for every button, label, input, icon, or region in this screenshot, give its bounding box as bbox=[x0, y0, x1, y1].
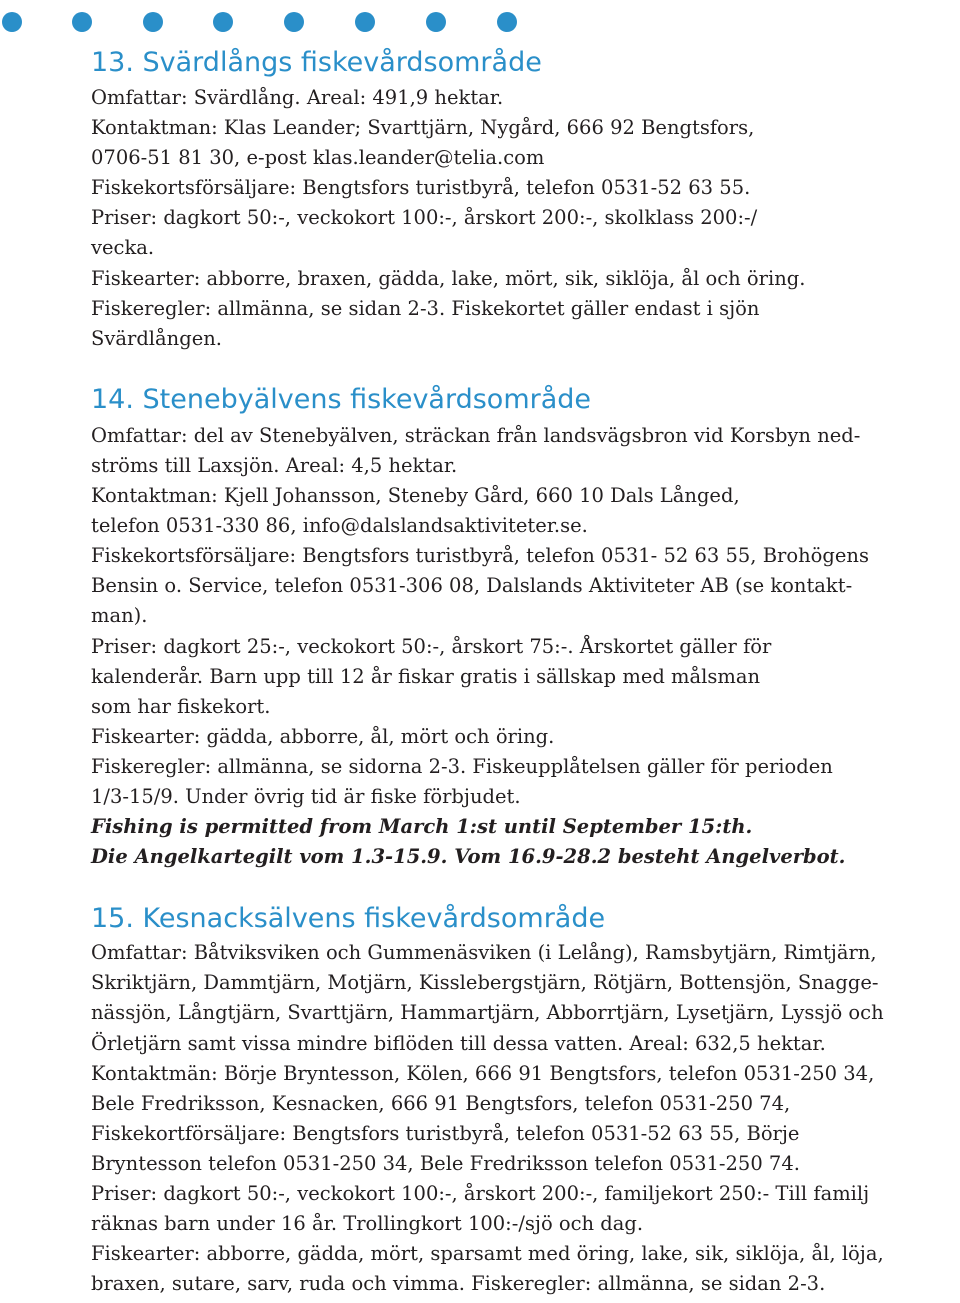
text-line: Kontaktmän: Börje Bryntesson, Kölen, 666 91 Bengtsfors, telefon 0531-250 34, bbox=[91, 1061, 875, 1085]
text-line: räknas barn under 16 år. Trollingkort 100:-/sjö och dag. bbox=[91, 1212, 644, 1236]
text-line: Priser: dagkort 50:-, veckokort 100:-, årskort 200:-, skolklass 200:-/ bbox=[91, 206, 758, 230]
text-line: telefon 0531-330 86, info@dalslandsaktiviteter.se. bbox=[91, 514, 588, 538]
blue-dot-icon bbox=[2, 12, 22, 32]
text-line: vecka. bbox=[91, 236, 155, 260]
blue-dot-icon bbox=[426, 12, 446, 32]
blue-dot-icon bbox=[497, 12, 517, 32]
text-line: Fiskekortförsäljare: Bengtsfors turistbyrå, telefon 0531-52 63 55, Börje bbox=[91, 1121, 800, 1145]
text-line: 0706-51 81 30, e-post klas.leander@telia.com bbox=[91, 146, 545, 170]
text-line: ströms till Laxsjön. Areal: 4,5 hektar. bbox=[91, 453, 458, 477]
text-line: Skriktjärn, Dammtjärn, Motjärn, Kisslebergstjärn, Rötjärn, Bottensjön, Snagge- bbox=[91, 971, 879, 995]
text-line: Bryntesson telefon 0531-250 34, Bele Fredriksson telefon 0531-250 74. bbox=[91, 1151, 800, 1175]
blue-dot-icon bbox=[72, 12, 92, 32]
text-line: Bensin o. Service, telefon 0531-306 08, Dalslands Aktiviteter AB (se kontakt- bbox=[91, 574, 853, 598]
text-line: 1/3-15/9. Under övrig tid är fiske förbjudet. bbox=[91, 784, 521, 808]
english-note: Fishing is permitted from March 1:st until September 15:th. bbox=[91, 815, 753, 839]
text-line: Priser: dagkort 25:-, veckokort 50:-, årskort 75:-. Årskortet gäller för bbox=[91, 634, 772, 658]
blue-dot-icon bbox=[355, 12, 375, 32]
text-line: Kontaktman: Kjell Johansson, Steneby Gård, 660 10 Dals Långed, bbox=[91, 484, 740, 508]
section-heading: 13. Svärdlångs fiskevårdsområde bbox=[91, 47, 542, 78]
blue-dot-icon bbox=[284, 12, 304, 32]
text-line: Fiskeregler: allmänna, se sidan 2-3. Fiskekortet gäller endast i sjön bbox=[91, 296, 760, 320]
section-13 bbox=[91, 48, 951, 354]
text-line: Fiskekortsförsäljare: Bengtsfors turistbyrå, telefon 0531-52 63 55. bbox=[91, 176, 751, 200]
text-line: Fiskearter: abborre, braxen, gädda, lake, mört, sik, siklöja, ål och öring. bbox=[91, 266, 806, 290]
text-line: Omfattar: Svärdlång. Areal: 491,9 hektar. bbox=[91, 86, 504, 109]
text-line: Kontaktman: Klas Leander; Svarttjärn, Nygård, 666 92 Bengtsfors, bbox=[91, 116, 755, 140]
text-line: braxen, sutare, sarv, ruda och vimma. Fiskeregler: allmänna, se sidan 2-3. bbox=[91, 1272, 826, 1296]
text-line: Omfattar: Båtviksviken och Gummenäsviken (i Lelång), Ramsbytjärn, Rimtjärn, bbox=[91, 941, 877, 965]
text-line: Omfattar: del av Stenebyälven, sträckan från landsvägsbron vid Korsbyn ned- bbox=[91, 423, 861, 447]
section-15 bbox=[91, 904, 951, 1299]
section-heading: 14. Stenebyälvens fiskevårdsområde bbox=[91, 383, 592, 415]
german-note: Die Angelkartegilt vom 1.3-15.9. Vom 16.9-28.2 besteht Angelverbot. bbox=[91, 845, 846, 869]
text-line: nässjön, Långtjärn, Svarttjärn, Hammartjärn, Abborrtjärn, Lysetjärn, Lyssjö och bbox=[91, 1001, 884, 1025]
text-line: Fiskearter: gädda, abborre, ål, mört och öring. bbox=[91, 724, 555, 748]
section-14 bbox=[91, 385, 951, 872]
text-line: Fiskearter: abborre, gädda, mört, sparsamt med öring, lake, sik, siklöja, ål, löja, bbox=[91, 1242, 884, 1266]
text-line: Fiskekortsförsäljare: Bengtsfors turistbyrå, telefon 0531- 52 63 55, Brohögens bbox=[91, 544, 869, 568]
blue-dot-icon bbox=[213, 12, 233, 32]
text-line: Bele Fredriksson, Kesnacken, 666 91 Bengtsfors, telefon 0531-250 74, bbox=[91, 1091, 791, 1115]
text-line: kalenderår. Barn upp till 12 år fiskar gratis i sällskap med målsman bbox=[91, 664, 761, 688]
text-line: Priser: dagkort 50:-, veckokort 100:-, årskort 200:-, familjekort 250:- Till familj bbox=[91, 1182, 870, 1205]
text-line: man). bbox=[91, 604, 148, 628]
text-line: som har fiskekort. bbox=[91, 694, 271, 718]
decorative-dot-row bbox=[0, 6, 960, 36]
section-heading: 15. Kesnacksälvens fiskevårdsområde bbox=[91, 903, 606, 935]
text-line: Fiskeregler: allmänna, se sidorna 2-3. Fiskeupplåtelsen gäller för perioden bbox=[91, 754, 833, 778]
text-line: Örletjärn samt vissa mindre biflöden till dessa vatten. Areal: 632,5 hektar. bbox=[91, 1031, 826, 1055]
text-line: Svärdlången. bbox=[91, 326, 223, 350]
blue-dot-icon bbox=[143, 12, 163, 32]
document-body bbox=[91, 46, 951, 1299]
